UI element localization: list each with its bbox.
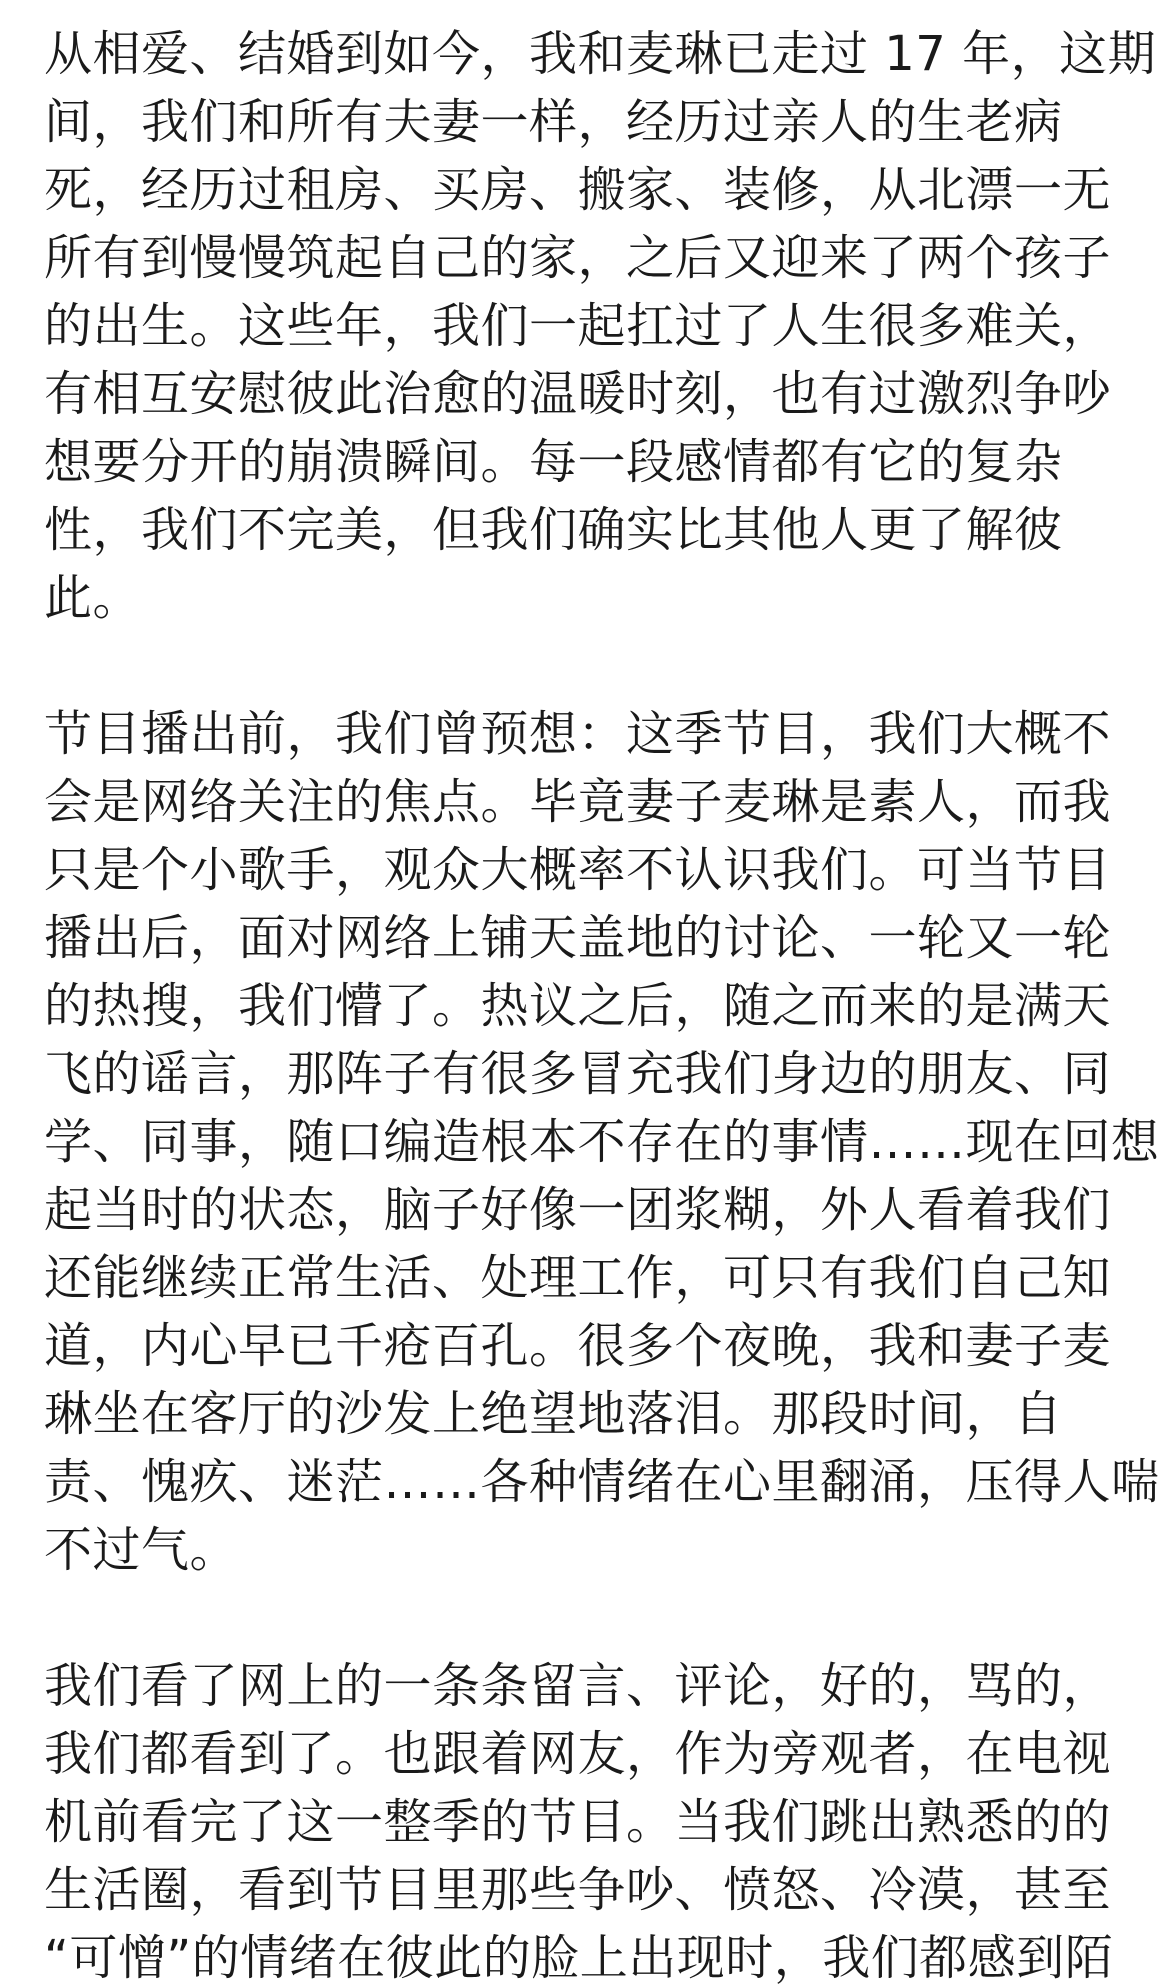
text-line: 的出生。这些年，我们一起扛过了人生很多难关，: [44, 298, 1112, 354]
text-line: 生活圈，看到节目里那些争吵、愤怒、冷漠，甚至: [44, 1862, 1112, 1918]
text-line: 飞的谣言，那阵子有很多冒充我们身边的朋友、同: [44, 1046, 1112, 1102]
text-line: 从相爱、结婚到如今，我和麦琳已走过 17 年，这期: [44, 26, 1157, 82]
text-line: 琳坐在客厅的沙发上绝望地落泪。那段时间，自: [44, 1386, 1063, 1442]
paragraph-3: [44, 1652, 1134, 1988]
text-line: 此。: [44, 570, 142, 626]
paragraph-2: [44, 700, 1160, 1584]
text-line: 的热搜，我们懵了。热议之后，随之而来的是满天: [44, 978, 1112, 1034]
text-line: 责、愧疚、迷茫……各种情绪在心里翻涌，压得人喘: [44, 1454, 1160, 1510]
paragraph-gap: [44, 632, 1134, 700]
text-line: 起当时的状态，脑子好像一团浆糊，外人看着我们: [44, 1182, 1112, 1238]
text-line: 节目播出前，我们曾预想：这季节目，我们大概不: [44, 706, 1112, 762]
text-line: 不过气。: [44, 1522, 239, 1578]
text-line: 我们都看到了。也跟着网友，作为旁观者，在电视: [44, 1726, 1112, 1782]
text-line: 想要分开的崩溃瞬间。每一段感情都有它的复杂: [44, 434, 1063, 490]
text-line: 会是网络关注的焦点。毕竟妻子麦琳是素人，而我: [44, 774, 1112, 830]
text-line: 只是个小歌手，观众大概率不认识我们。可当节目: [44, 842, 1112, 898]
article-body: [44, 20, 1160, 1988]
text-line: 还能继续正常生活、处理工作，可只有我们自己知: [44, 1250, 1112, 1306]
text-line: 播出后，面对网络上铺天盖地的讨论、一轮又一轮: [44, 910, 1112, 966]
paragraph-gap: [44, 1584, 1134, 1652]
text-line: 道，内心早已千疮百孔。很多个夜晚，我和妻子麦: [44, 1318, 1112, 1374]
text-line: 死，经历过租房、买房、搬家、装修，从北漂一无: [44, 162, 1112, 218]
text-line: 间，我们和所有夫妻一样，经历过亲人的生老病: [44, 94, 1063, 150]
text-line: 机前看完了这一整季的节目。当我们跳出熟悉的的: [44, 1794, 1112, 1850]
text-line: 所有到慢慢筑起自己的家，之后又迎来了两个孩子: [44, 230, 1112, 286]
text-line: 有相互安慰彼此治愈的温暖时刻，也有过激烈争吵: [44, 366, 1112, 422]
paragraph-1: [44, 20, 1157, 632]
text-line: 我们看了网上的一条条留言、评论，好的，骂的，: [44, 1658, 1112, 1714]
text-line: 学、同事，随口编造根本不存在的事情……现在回想: [44, 1114, 1160, 1170]
text-line: 性，我们不完美，但我们确实比其他人更了解彼: [44, 502, 1063, 558]
text-line: “可憎”的情绪在彼此的脸上出现时，我们都感到陌: [44, 1930, 1114, 1986]
